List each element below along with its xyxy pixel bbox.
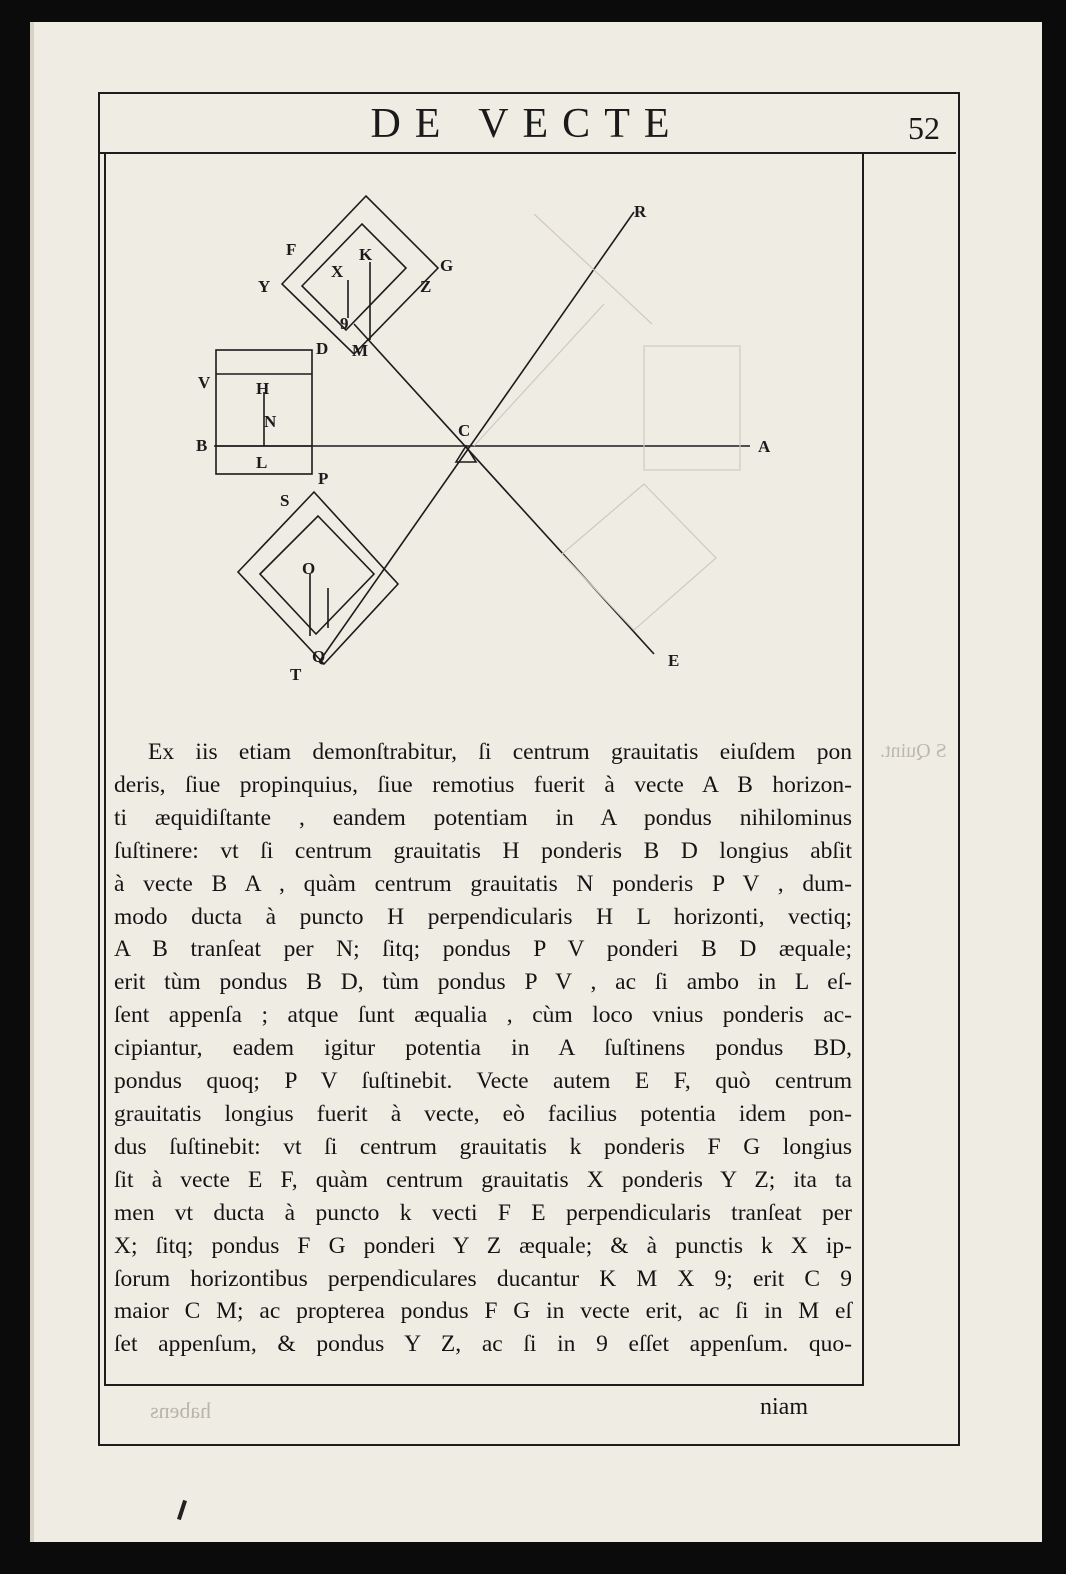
text-line: ſuſtinere: vt ſi centrum grauitatis H ponderis B D longius abſit bbox=[114, 837, 852, 864]
lever-RT bbox=[319, 212, 634, 662]
text-line: ſet appenſum, & pondus Y Z, ac ſi in 9 eſſet appenſum. quo- bbox=[114, 1331, 852, 1358]
catchword: niam bbox=[760, 1394, 808, 1420]
text-line: dus ſuſtinebit: vt ſi centrum grauitatis k ponderis F G longius bbox=[114, 1133, 852, 1160]
text-line: à vecte B A , quàm centrum grauitatis N ponderis P V , dum- bbox=[114, 870, 852, 897]
text-line: ſit à vecte E F, quàm centrum grauitatis X ponderis Y Z; ita ta bbox=[114, 1166, 852, 1193]
text-line: cipiantur, eadem igitur potentia in A ſuſtinens pondus BD, bbox=[114, 1035, 852, 1062]
label-A: A bbox=[758, 437, 771, 456]
label-R: R bbox=[634, 202, 647, 221]
bleed-through-figure bbox=[474, 214, 740, 630]
weight-ST-inner bbox=[260, 516, 374, 634]
text-line: maior C M; ac propterea pondus F G in vecte erit, ac ſi in M eſ bbox=[114, 1298, 852, 1325]
running-header bbox=[98, 100, 956, 154]
label-X: X bbox=[331, 262, 344, 281]
text-line: X; ſitq; pondus F G ponderi Y Z æquale; & à punctis k X ip- bbox=[114, 1232, 852, 1259]
label-M: M bbox=[352, 341, 369, 360]
text-line: ſorum horizontibus perpendiculares ducantur K M X 9; erit C 9 bbox=[114, 1265, 852, 1292]
running-title: DE VECTE bbox=[370, 101, 684, 147]
label-K: K bbox=[359, 245, 373, 264]
text-line: men vt ducta à puncto k vecti F E perpendicularis tranſeat per bbox=[114, 1199, 852, 1226]
text-line: A B tranſeat per N; ſitq; pondus P V ponderi B D æquale; bbox=[114, 936, 852, 963]
label-G: G bbox=[440, 256, 454, 275]
bleed-through-word: habens bbox=[150, 1398, 212, 1423]
text-line: modo ducta à puncto H perpendicularis H L horizonti, vectiq; bbox=[114, 903, 852, 930]
label-Y: Y bbox=[258, 277, 271, 296]
lever-diagram bbox=[104, 154, 860, 714]
label-S: S bbox=[280, 491, 290, 510]
text-line: pondus quoq; P V ſuſtinebit. Vecte autem E F, quò centrum bbox=[114, 1068, 852, 1095]
bleed-through-margin-note: S Quint. bbox=[880, 740, 947, 762]
label-N: N bbox=[264, 412, 277, 431]
label-Z: Z bbox=[420, 277, 432, 296]
text-line: Ex iis etiam demonſtrabitur, ſi centrum grauitatis eiuſdem pon bbox=[148, 739, 852, 765]
label-D: D bbox=[316, 339, 329, 358]
label-T: T bbox=[290, 665, 302, 684]
label-9: 9 bbox=[340, 314, 349, 333]
text-line: ſent appenſa ; atque ſunt æqualia , cùm loco vnius ponderis ac- bbox=[114, 1002, 852, 1029]
label-O: O bbox=[302, 559, 316, 578]
text-line: deris, ſiue propinquius, ſiue remotius fuerit à vecte A B horizon- bbox=[114, 771, 852, 798]
label-V: V bbox=[198, 373, 211, 392]
body-paragraph bbox=[114, 736, 852, 1361]
lever-diagram-svg bbox=[104, 154, 860, 714]
text-line: ti æquidiſtante , eandem potentiam in A pondus nihilominus bbox=[114, 804, 852, 831]
label-F: F bbox=[286, 240, 297, 259]
page-number: 52 bbox=[908, 110, 940, 146]
text-line: erit tùm pondus B D, tùm pondus P V , ac ſi ambo in L eſ- bbox=[114, 969, 852, 996]
weight-ST bbox=[238, 492, 398, 664]
lever-EF bbox=[354, 324, 654, 654]
label-B: B bbox=[196, 436, 208, 455]
label-P: P bbox=[318, 469, 329, 488]
label-C: C bbox=[458, 421, 471, 440]
text-line: grauitatis longius fuerit à vecte, eò facilius potentia idem pon- bbox=[114, 1100, 852, 1127]
label-Q: Q bbox=[312, 647, 326, 666]
weight-YZ bbox=[302, 224, 406, 330]
label-H: H bbox=[256, 379, 270, 398]
label-E: E bbox=[668, 651, 680, 670]
label-L: L bbox=[256, 453, 268, 472]
